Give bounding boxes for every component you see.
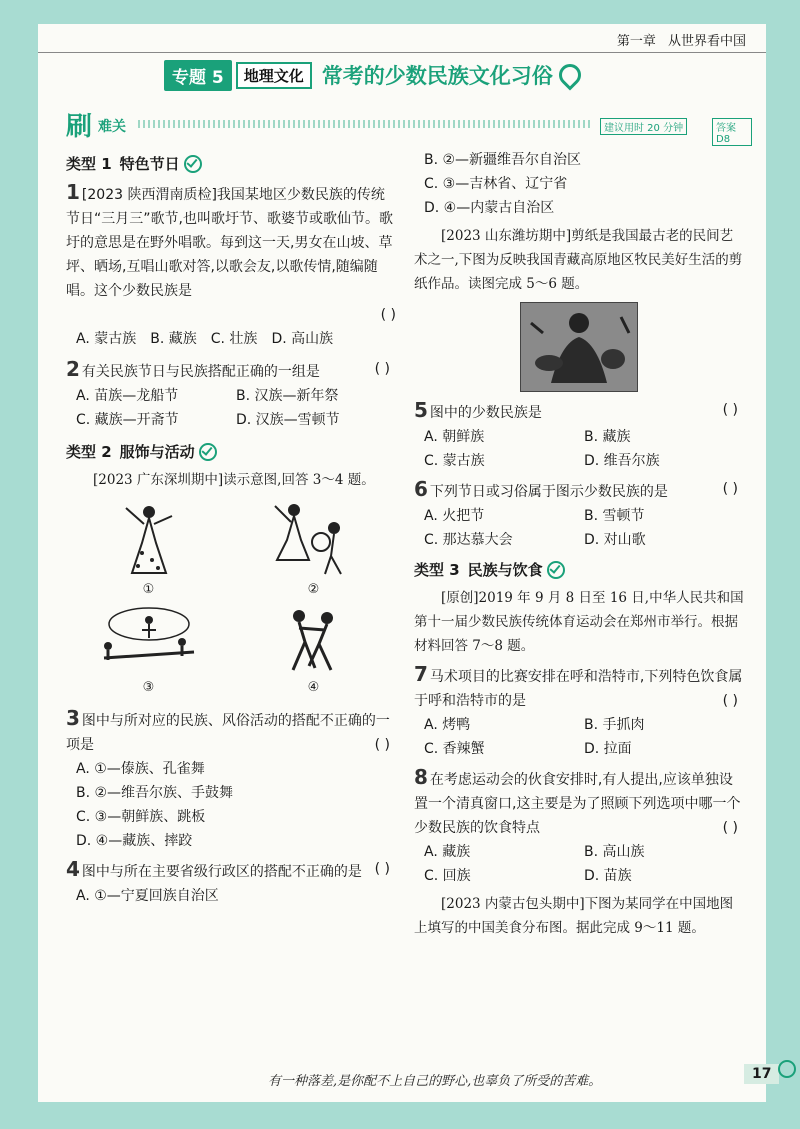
shua-logo: 刷 [66,112,93,142]
topic-badge: 专题 5 [164,60,232,91]
check-icon [547,561,565,579]
option-b[interactable]: B. 汉族—新年祭 [236,388,339,404]
paper-cut-image [520,302,638,392]
option-c[interactable]: C. 回族 [424,868,471,884]
left-column [66,148,396,910]
material-intro: [2023 山东潍坊期中]剪纸是我国最古老的民间艺术之一,下图为反映我国青藏高原地区牧民美好生活的剪纸作品。读图完成 5～6 题。 [414,228,743,292]
question-number: 3 [66,706,80,730]
options [66,327,396,351]
question-7 [414,662,744,761]
option-d[interactable]: D. ④—内蒙古自治区 [424,200,555,216]
question-number: 8 [414,765,428,789]
answer-bracket[interactable]: ( ) [722,402,738,418]
material-intro: [2023 广东深圳期中]读示意图,回答 3～4 题。 [93,472,375,488]
topic-title: 常考的少数民族文化习俗 [321,64,553,88]
option-d[interactable]: D. 维吾尔族 [584,453,660,469]
question-1 [66,180,396,351]
figure-label: ④ [307,680,320,695]
question-text: 马术项目的比赛安排在呼和浩特市,下列特色饮食属于呼和浩特市的是 [414,669,743,709]
option-b[interactable]: B. 手抓肉 [584,717,645,733]
option-a[interactable]: A. ①—宁夏回族自治区 [76,888,219,904]
check-icon [199,443,217,461]
answer-ref: 答案 D8 [712,118,752,146]
question-text: 在考虑运动会的伙食安排时,有人提出,应该单独设置一个清真窗口,这主要是为了照顾下列选项中哪一个少数民族的饮食特点 [414,772,741,836]
section-label: 类型 1 [66,155,112,173]
page [38,24,772,1102]
section-header [66,440,396,464]
figure-1 [66,498,231,602]
option-c[interactable]: C. ③—朝鲜族、跳板 [76,809,206,825]
check-icon [184,155,202,173]
option-a[interactable]: A. 蒙古族 [76,331,137,347]
option-b[interactable]: B. 高山族 [584,844,645,860]
answer-bracket[interactable]: ( ) [374,861,390,877]
header-divider [38,52,766,53]
option-c[interactable]: C. 藏族—开斋节 [76,412,179,428]
figure-grid [66,498,396,700]
material-intro: [2023 内蒙古包头期中]下图为某同学在中国地图上填写的中国美食分布图。据此完成 9～11 题。 [414,896,734,936]
suggested-time: 建议用时 20 分钟 [600,118,687,135]
section-name: 特色节日 [119,155,180,173]
figure-label: ② [307,582,320,597]
question-2 [66,357,396,432]
option-a[interactable]: A. 朝鲜族 [424,429,485,445]
difficulty-banner [66,106,752,145]
question-text: [2023 陕西渭南质检]我国某地区少数民族的传统节日“三月三”歌节,也叫歌圩节、歌婆节或歌仙节。歌圩的意思是在野外唱歌。每到这一天,男女在山坡、草坪、晒场,互唱山歌对答,以歌会友,以歌传情,随编随唱。这个少数民族是 [66,187,393,299]
question-number: 2 [66,357,80,381]
question-number: 6 [414,477,428,501]
topic-subject: 地理文化 [236,62,312,89]
option-d[interactable]: D. 高山族 [271,331,334,347]
answer-bracket[interactable]: ( ) [722,820,738,836]
answer-bracket[interactable]: ( ) [722,693,738,709]
answer-bracket[interactable]: ( ) [380,307,396,323]
paper-cut-art [521,303,637,391]
option-a[interactable]: A. 苗族—龙船节 [76,388,179,404]
option-d[interactable]: D. 拉面 [584,741,632,757]
option-c[interactable]: C. 香辣蟹 [424,741,485,757]
question-8 [414,765,744,888]
question-4 [66,857,396,908]
wrestling-figure [269,606,359,676]
figure-label: ① [142,582,155,597]
option-c[interactable]: C. ③—吉林省、辽宁省 [424,176,568,192]
option-b[interactable]: B. 藏族 [584,429,631,445]
options [414,504,744,552]
drum-dance-figure [269,498,359,578]
question-text: 图中与所在主要省级行政区的搭配不正确的是 [81,864,362,880]
answer-bracket[interactable]: ( ) [374,361,390,377]
swirl-icon [778,1060,796,1078]
question-number: 4 [66,857,80,881]
section-header [414,558,744,582]
chapter-label: 第一章 [616,34,656,49]
option-b[interactable]: B. ②—新疆维吾尔自治区 [424,152,582,168]
option-d[interactable]: D. ④—藏族、摔跤 [76,833,193,849]
question-3 [66,706,396,853]
option-a[interactable]: A. 烤鸭 [424,717,471,733]
right-column [414,148,744,940]
answer-bracket[interactable]: ( ) [374,737,390,753]
option-c[interactable]: C. 壮族 [210,331,258,347]
section-name: 服饰与活动 [119,443,195,461]
options [414,713,744,761]
question-text: 下列节日或习俗属于图示少数民族的是 [429,484,668,500]
answer-bracket[interactable]: ( ) [722,481,738,497]
question-6 [414,477,744,552]
question-number: 5 [414,398,428,422]
section-label: 类型 3 [414,561,460,579]
page-number: 17 [744,1064,779,1084]
question-number: 1 [66,180,80,204]
option-c[interactable]: C. 那达慕大会 [424,532,513,548]
question-text: 图中的少数民族是 [429,405,542,421]
option-b[interactable]: B. ②—维吾尔族、手鼓舞 [76,785,234,801]
footer-quote: 有一种落差,是你配不上自己的野心,也辜负了所受的苦难。 [268,1074,602,1089]
option-a[interactable]: A. 火把节 [424,508,485,524]
figure-2 [231,498,396,602]
dancer-figure [114,498,184,578]
chapter-title: 从世界看中国 [667,34,746,49]
section-name: 民族与饮食 [467,561,543,579]
figure-label: ③ [142,680,155,695]
option-b[interactable]: B. 藏族 [150,331,197,347]
options [66,384,396,432]
question-text: 有关民族节日与民族搭配正确的一组是 [81,364,320,380]
question-number: 7 [414,662,428,686]
options [414,425,744,473]
seesaw-figure [94,606,204,676]
option-c[interactable]: C. 蒙古族 [424,453,485,469]
figure-3 [66,606,231,700]
option-a[interactable]: A. 藏族 [424,844,471,860]
question-text: 图中与所对应的民族、风俗活动的搭配不正确的一项是 [66,713,390,753]
option-d[interactable]: D. 对山歌 [584,532,646,548]
level-label: 难关 [98,119,126,135]
chapter-header [609,30,746,49]
options [414,840,744,888]
option-d[interactable]: D. 苗族 [584,868,632,884]
material-intro: [原创]2019 年 9 月 8 日至 16 日,中华人民共和国第十一届少数民族传统体育运动会在郑州市举行。根据材料回答 7～8 题。 [414,590,744,654]
topic-title-bar [164,60,581,90]
option-a[interactable]: A. ①—傣族、孔雀舞 [76,761,205,777]
section-header [66,152,396,176]
banner-stripe [138,120,592,128]
question-5 [414,398,744,473]
location-pin-icon [554,59,585,90]
option-b[interactable]: B. 雪顿节 [584,508,645,524]
section-label: 类型 2 [66,443,112,461]
option-d[interactable]: D. 汉族—雪顿节 [236,412,340,428]
figure-4 [231,606,396,700]
